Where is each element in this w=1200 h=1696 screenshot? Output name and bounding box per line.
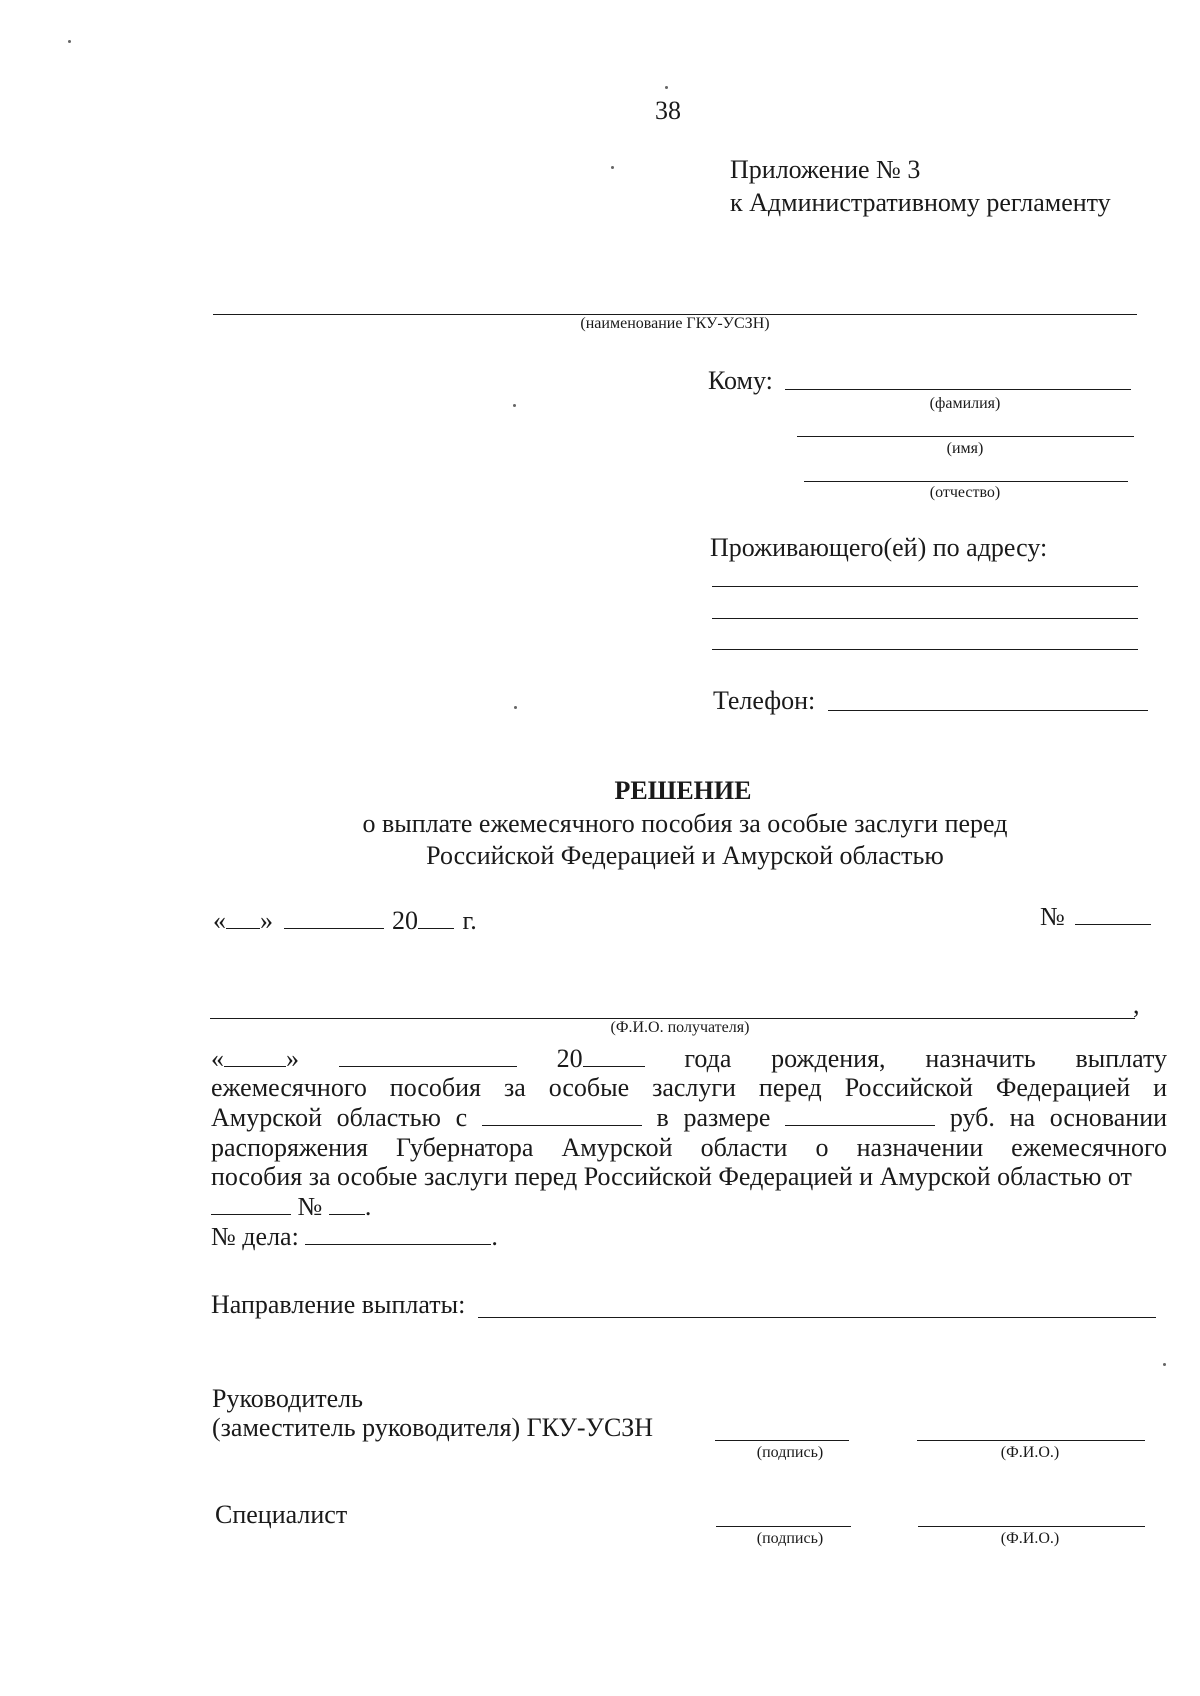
body-line-3 (211, 1103, 1167, 1133)
date-day-blank[interactable] (226, 908, 260, 929)
body-word: Амурской (561, 1133, 673, 1162)
body-word: и (1153, 1073, 1168, 1102)
body-word: особые (548, 1073, 630, 1102)
birth-month-blank[interactable] (339, 1046, 517, 1067)
page-number: 38 (655, 96, 681, 125)
body-word: ежемесячного (1011, 1133, 1168, 1162)
order-date-blank[interactable] (211, 1194, 291, 1215)
case-number-label: № дела: (211, 1222, 299, 1251)
date-year-prefix: 20 (392, 906, 418, 935)
scan-speck (1163, 1363, 1166, 1366)
birth-close-quote: » (286, 1044, 299, 1073)
body-text: в размере (656, 1103, 771, 1132)
body-word: распоряжения (211, 1133, 368, 1162)
payment-direction-label: Направление выплаты: (211, 1290, 466, 1319)
body-word: Губернатора (395, 1133, 534, 1162)
body-text: . (364, 1192, 372, 1221)
scan-speck (513, 404, 516, 407)
body-word: выплату (1075, 1044, 1167, 1073)
address-line-1[interactable] (712, 586, 1138, 587)
decision-number-blank[interactable] (1075, 904, 1151, 925)
phone-line[interactable] (828, 710, 1148, 711)
birth-year[interactable] (557, 1044, 645, 1073)
body-word: назначить (925, 1044, 1036, 1073)
body-word: рождения, (771, 1044, 886, 1073)
patronymic-line[interactable] (804, 481, 1128, 482)
date-month-blank[interactable] (284, 908, 384, 929)
head-title-1: Руководитель (212, 1384, 363, 1413)
amount-blank[interactable] (785, 1105, 935, 1126)
appendix-title: Приложение № 3 (730, 155, 921, 184)
decision-title: РЕШЕНИЕ (614, 776, 752, 805)
decision-subtitle-1: о выплате ежемесячного пособия за особые заслуги перед (362, 809, 1008, 838)
surname-caption: (фамилия) (929, 395, 1001, 412)
decision-number[interactable] (1040, 902, 1151, 932)
scan-speck (665, 86, 668, 89)
decision-subtitle-2: Российской Федерацией и Амурской областью (426, 841, 944, 870)
scan-speck (514, 706, 517, 709)
address-line-2[interactable] (712, 618, 1138, 619)
body-text: Амурской областью с (211, 1103, 468, 1132)
address-line-3[interactable] (712, 649, 1138, 650)
body-text: руб. на основании (949, 1103, 1168, 1132)
date-open-quote: « (213, 906, 226, 935)
body-word: года (684, 1044, 732, 1073)
date-year-blank[interactable] (418, 908, 454, 929)
head-name-caption: (Ф.И.О.) (1000, 1444, 1060, 1461)
body-word: за (503, 1073, 526, 1102)
birth-year-blank[interactable] (583, 1046, 645, 1067)
body-word: Федерацией (995, 1073, 1131, 1102)
birth-year-prefix: 20 (556, 1044, 583, 1073)
org-name-caption: (наименование ГКУ-УСЗН) (580, 315, 770, 332)
birth-open-quote: « (211, 1044, 224, 1073)
body-line-6 (211, 1192, 371, 1222)
body-text: . (491, 1222, 498, 1251)
recipient-name-caption: (Ф.И.О. получателя) (610, 1019, 750, 1036)
body-word: ежемесячного (211, 1073, 367, 1102)
name-line[interactable] (797, 436, 1134, 437)
decision-date[interactable] (213, 906, 477, 936)
birth-day-blank[interactable] (224, 1046, 286, 1067)
to-label: Кому: (708, 366, 773, 395)
case-number-blank[interactable] (305, 1224, 491, 1245)
body-word: Российской (844, 1073, 973, 1102)
specialist-name-line[interactable] (918, 1526, 1145, 1527)
date-close-quote: » (260, 906, 273, 935)
body-word: области (700, 1133, 788, 1162)
name-caption: (имя) (946, 440, 984, 457)
head-signature-line[interactable] (715, 1440, 849, 1441)
head-signature-caption: (подпись) (756, 1444, 824, 1461)
patronymic-caption: (отчество) (929, 484, 1001, 501)
head-name-line[interactable] (917, 1440, 1145, 1441)
case-number (211, 1222, 498, 1252)
start-date-blank[interactable] (482, 1105, 642, 1126)
address-label: Проживающего(ей) по адресу: (710, 533, 1048, 562)
date-year-suffix: г. (462, 906, 477, 935)
body-line-1 (211, 1044, 1167, 1074)
specialist-label: Специалист (215, 1500, 348, 1529)
payment-direction-line[interactable] (478, 1317, 1156, 1318)
order-number-sign: № (297, 1192, 323, 1221)
specialist-signature-line[interactable] (716, 1526, 851, 1527)
phone-label: Телефон: (713, 686, 816, 715)
body-line-2 (211, 1073, 1167, 1103)
body-word: перед (758, 1073, 822, 1102)
scan-speck (611, 166, 614, 169)
body-word: пособия (389, 1073, 481, 1102)
specialist-name-caption: (Ф.И.О.) (1000, 1530, 1060, 1547)
head-title-2: (заместитель руководителя) ГКУ-УСЗН (212, 1413, 654, 1442)
number-sign: № (1040, 902, 1065, 931)
recipient-name-comma: , (1133, 990, 1140, 1019)
specialist-signature-caption: (подпись) (756, 1530, 824, 1547)
order-number-blank[interactable] (329, 1194, 365, 1215)
body-word: заслуги (652, 1073, 736, 1102)
scan-speck (68, 40, 71, 43)
body-line-4 (211, 1133, 1167, 1163)
surname-line[interactable] (785, 389, 1131, 390)
birth-date-day[interactable] (211, 1044, 299, 1073)
appendix-subtitle: к Административному регламенту (730, 188, 1111, 217)
body-word: назначении (856, 1133, 984, 1162)
body-word: о (815, 1133, 829, 1162)
body-line-5: пособия за особые заслуги перед Российской Федерацией и Амурской областью от (211, 1162, 1132, 1191)
